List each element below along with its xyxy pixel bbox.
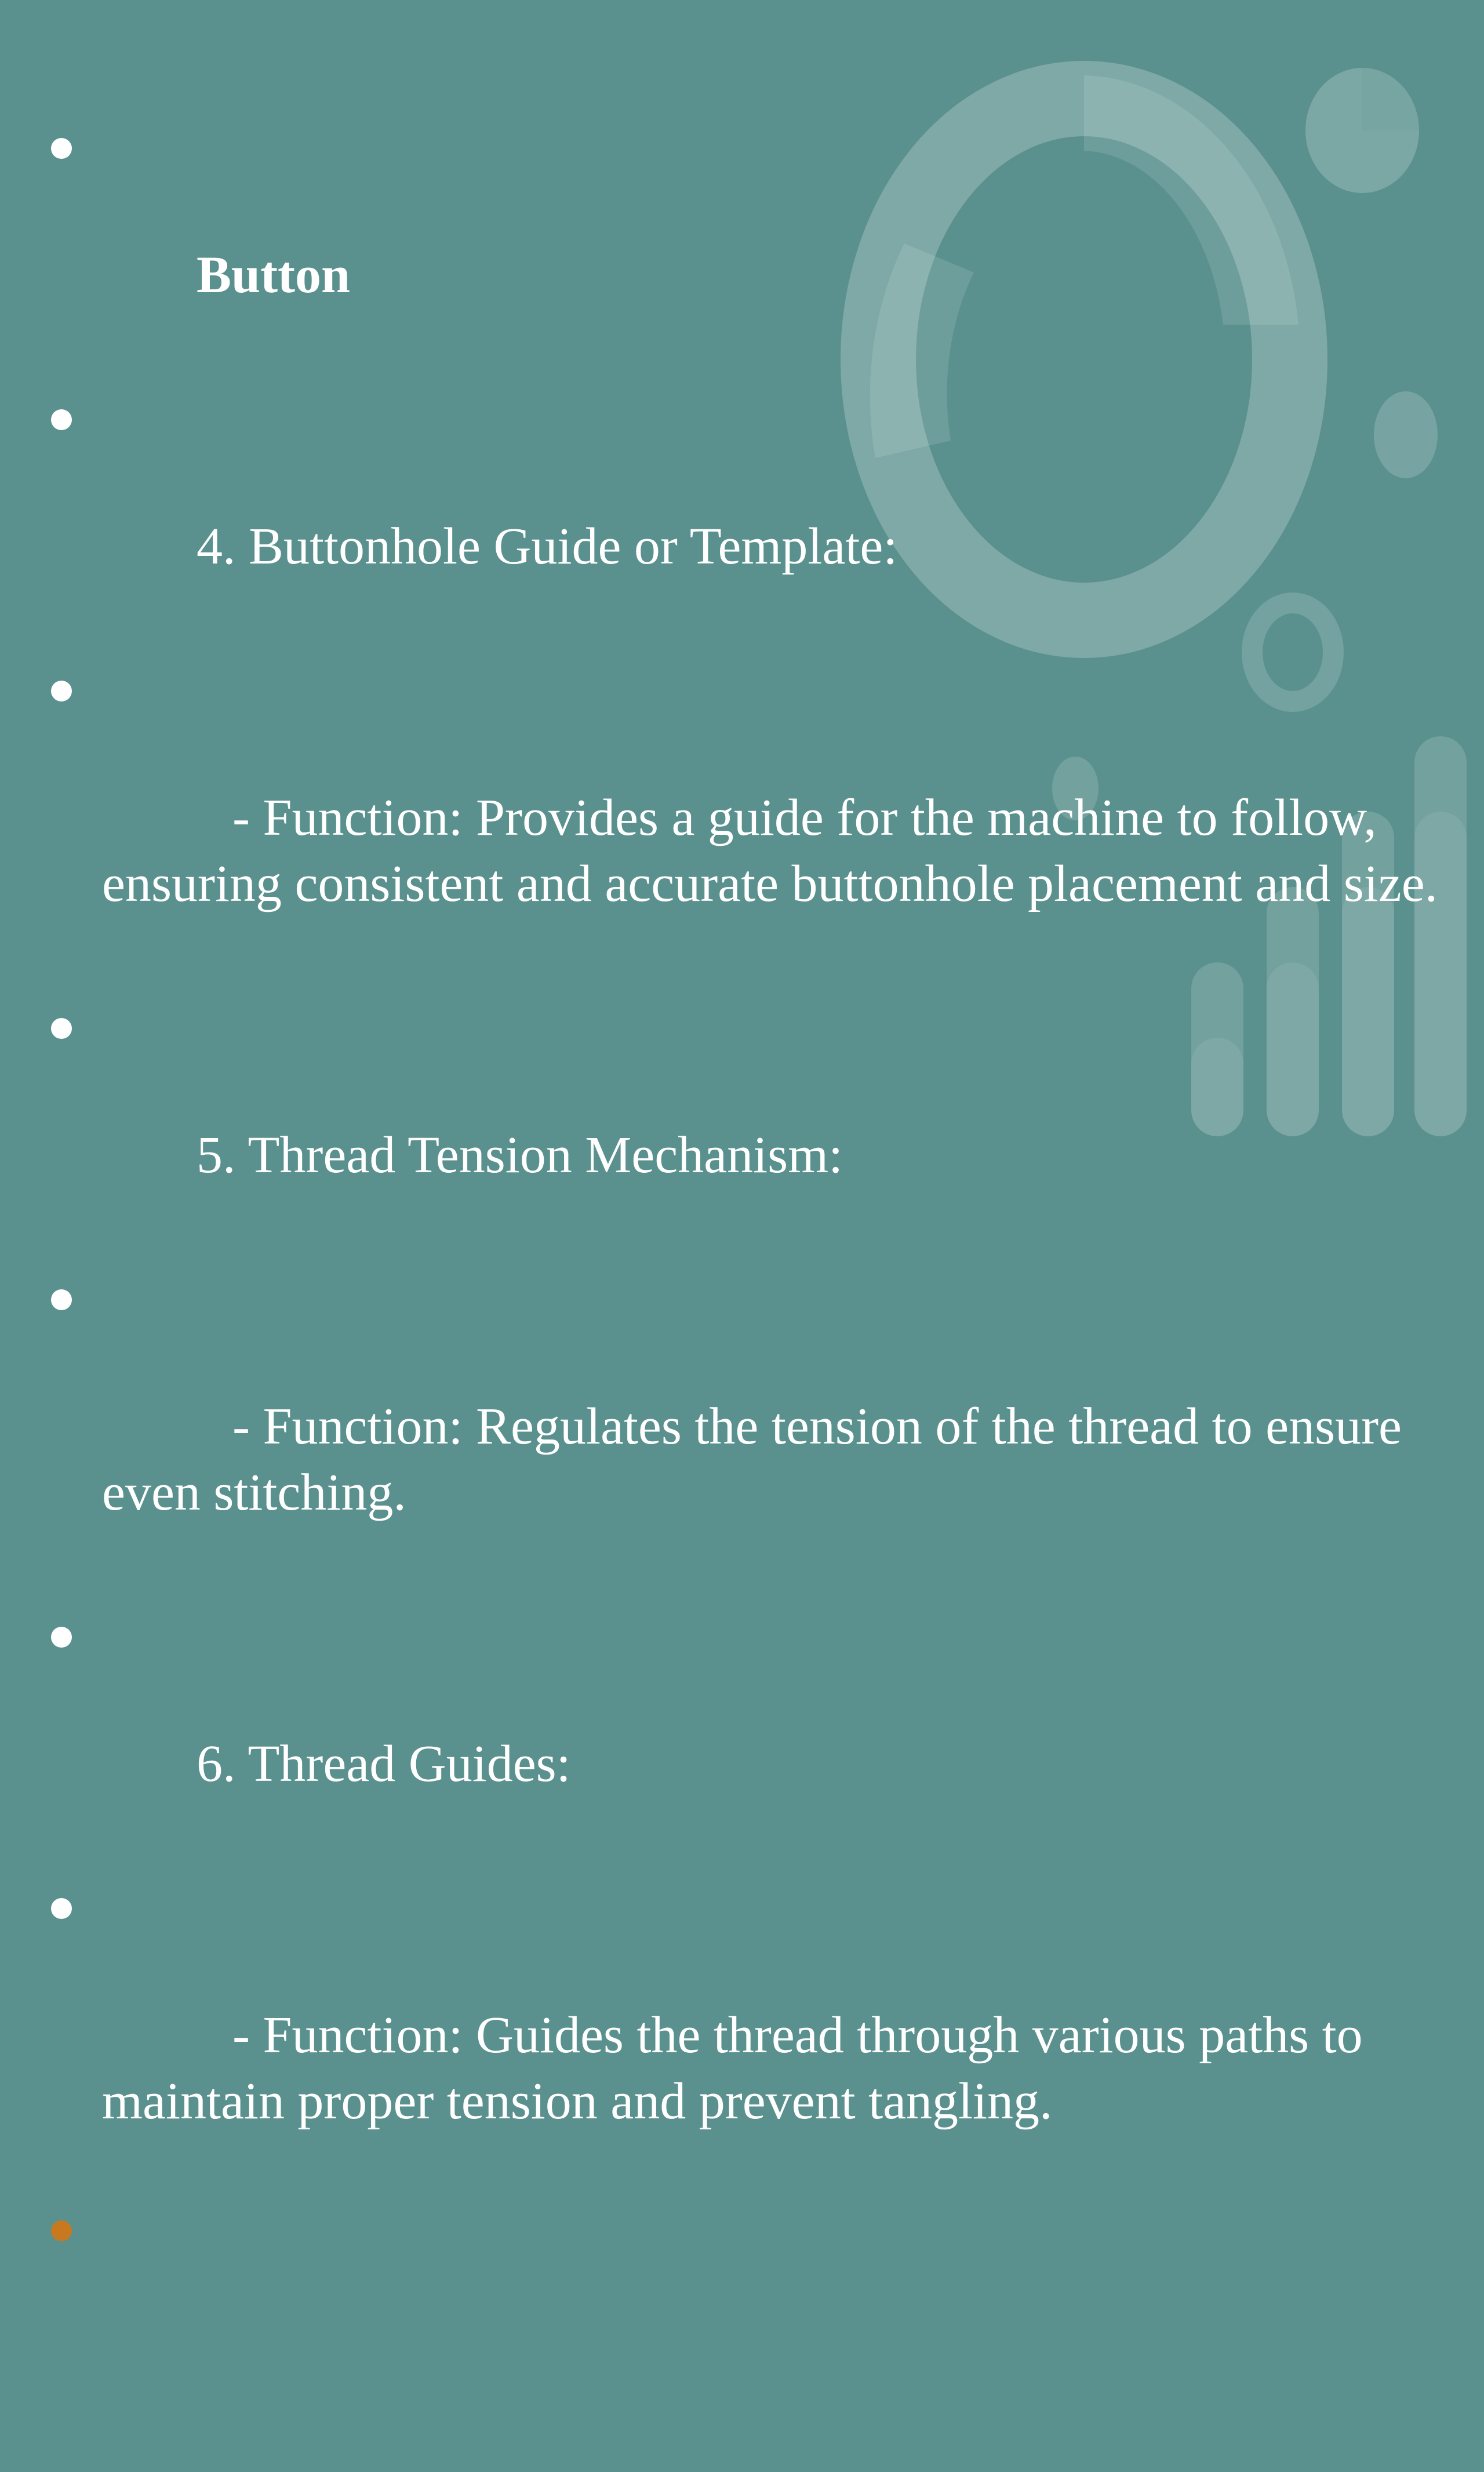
bullet-text: 5. Thread Tension Mechanism: xyxy=(197,1126,843,1184)
bullet-dot xyxy=(51,409,72,430)
bullet-list xyxy=(0,110,1484,2254)
bullet-text: - Function: Provides a guide for the machine to follow, ensuring consistent and accurate buttonhole placement and size. xyxy=(102,789,1438,913)
bullet-text: - Function: Guides the thread through various paths to maintain proper tension and prevent tangling. xyxy=(102,2006,1376,2130)
bullet-dot-accent xyxy=(51,2220,72,2241)
bullet-dot xyxy=(51,138,72,159)
bullet-item xyxy=(0,381,1484,646)
bullet-dot xyxy=(51,1018,72,1039)
bullet-item xyxy=(0,653,1484,983)
bullet-item xyxy=(0,1599,1484,1863)
bullet-text: - Function: Regulates the tension of the thread to ensure even stitching. xyxy=(102,1398,1415,1521)
slide-body xyxy=(0,110,1484,2261)
bullet-dot xyxy=(51,681,72,701)
bullet-item xyxy=(0,110,1484,375)
bullet-item xyxy=(0,1262,1484,1592)
bullet-dot xyxy=(51,1898,72,1919)
bullet-text: Button xyxy=(197,246,351,304)
bullet-item xyxy=(0,1870,1484,2201)
bullet-text: 4. Buttonhole Guide or Template: xyxy=(197,518,898,575)
bullet-item-empty xyxy=(0,2208,1484,2254)
bullet-item xyxy=(0,990,1484,1255)
bullet-dot xyxy=(51,1289,72,1310)
bullet-text: 6. Thread Guides: xyxy=(197,1735,571,1793)
bullet-dot xyxy=(51,1627,72,1648)
